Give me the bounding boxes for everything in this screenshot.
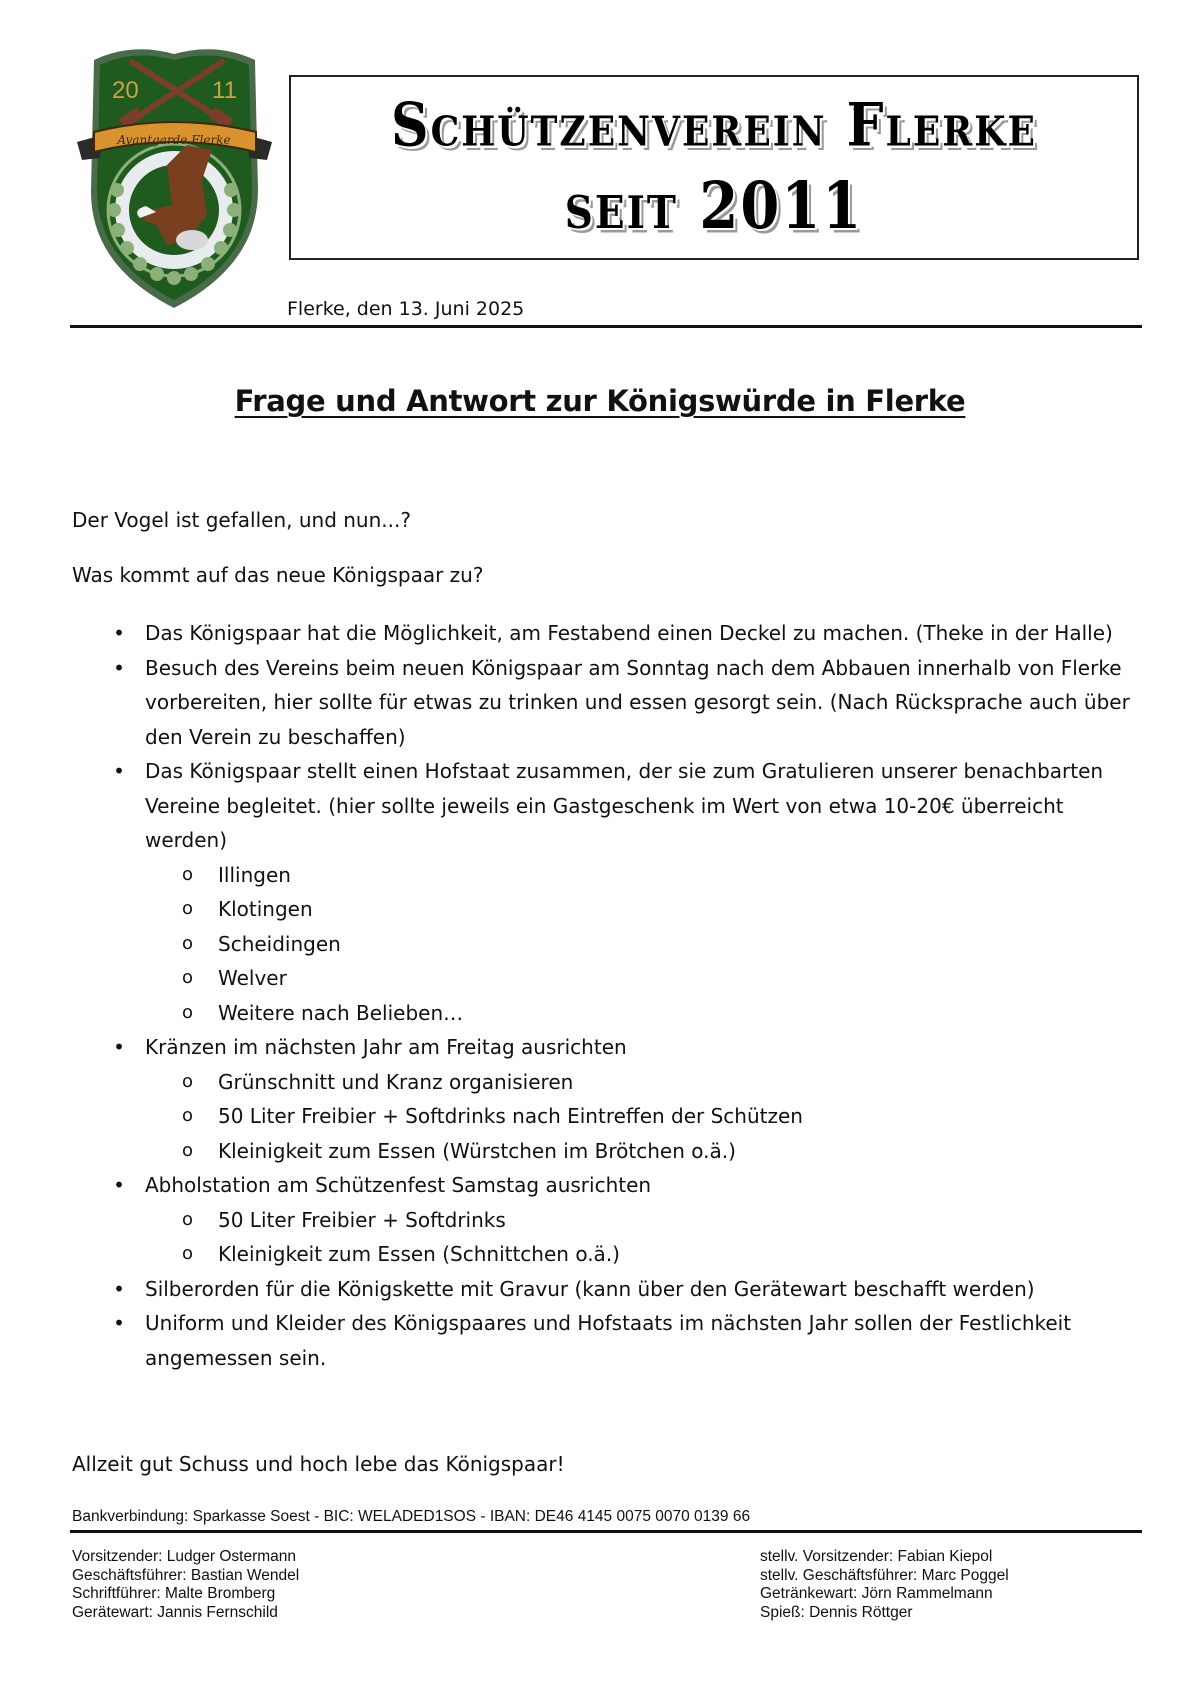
officer-spiess: Spieß: Dennis Röttger [760,1603,913,1621]
bullet-icon: • [113,1276,125,1301]
sub-list-item [72,858,1142,893]
list-item-text: Uniform und Kleider des Königspaares und Hofstaats im nächsten Jahr sollen der Festlichkeit angemessen sein. [145,1311,1072,1370]
bank-details: Bankverbindung: Sparkasse Soest - BIC: WELADED1SOS - IBAN: DE46 4145 0075 0070 0139 66 [72,1508,751,1525]
svg-text:20: 20 [112,77,139,104]
circle-bullet-icon: o [182,1243,194,1264]
circle-bullet-icon: o [182,863,194,885]
sub-item-text: 50 Liter Freibier + Softdrinks [218,1207,506,1232]
officer-beverage-manager: Getränkewart: Jörn Rammelmann [760,1585,993,1602]
list-item-text: Kränzen im nächsten Jahr am Freitag ausrichten [145,1035,627,1059]
document-date: Flerke, den 13. Juni 2025 [287,298,525,320]
footer-divider [70,1530,1142,1533]
officer-chairman: Vorsitzender: Ludger Ostermann [72,1548,297,1565]
sub-list-item [72,996,1142,1031]
sub-list-item [72,892,1142,927]
list-item-text: Abholstation am Schützenfest Samstag ausrichten [145,1173,652,1197]
sub-item-text: Kleinigkeit zum Essen (Schnittchen o.ä.) [218,1242,620,1266]
sub-item-text: Klotingen [218,897,313,921]
sub-list [145,1203,1142,1272]
club-title-box [289,75,1139,260]
heading-text: Frage und Antwort zur Königswürde in Flerke [234,384,966,418]
list-item [72,651,1142,755]
club-founded: seit 2011 [564,168,864,245]
sub-item-text: Kleinigkeit zum Essen (Würstchen im Brötchen o.ä.) [218,1138,736,1163]
sub-list-item [72,961,1142,996]
club-name: Schützenverein Flerke [391,90,1037,161]
header-divider [70,325,1142,328]
circle-bullet-icon: o [182,967,194,988]
officer-secretary: Schriftführer: Malte Bromberg [72,1585,276,1602]
list-item [72,1168,1142,1272]
bullet-icon: • [113,1173,125,1197]
circle-bullet-icon: o [182,1208,194,1230]
list-item [72,1272,1142,1307]
officers-right-column [760,1548,1009,1622]
circle-bullet-icon: o [182,932,194,954]
sub-list-item [72,1134,1142,1169]
circle-bullet-icon: o [182,1001,194,1023]
bullet-icon: • [113,759,125,783]
intro-question-2: Was kommt auf das neue Königspaar zu? [72,563,484,587]
bullet-icon: • [113,1311,125,1335]
list-item-text: Silberorden für die Königskette mit Gravur (kann über den Gerätewart beschafft werden) [145,1276,1035,1301]
circle-bullet-icon: o [182,898,194,919]
bullet-icon: • [113,655,125,680]
intro-question-1: Der Vogel ist gefallen, und nun...? [72,508,411,532]
sub-item-text: 50 Liter Freibier + Softdrinks nach Eintreffen der Schützen [218,1104,803,1128]
list-item-text: Besuch des Vereins beim neuen Königspaar am Sonntag nach dem Abbauen innerhalb von Flerke vorbereiten, hier sollte für etwas zu trinken und essen gesorgt sein. (Nach Rücksprache auch über den Verein zu beschaffen) [145,655,1130,749]
list-item-text: Das Königspaar stellt einen Hofstaat zusammen, der sie zum Gratulieren unserer benachbarten Vereine begleitet. (hier sollte jeweils ein Gastgeschenk im Wert von etwa 10-20€ überreicht werden) [145,759,1104,852]
list-item [72,754,1142,1030]
club-logo [72,40,277,315]
sub-list-item [72,1203,1142,1238]
list-item [72,1306,1142,1375]
svg-text:Avantgarde Flerke: Avantgarde Flerke [117,133,231,147]
officer-equipment-manager: Gerätewart: Jannis Fernschild [72,1603,278,1621]
sub-item-text: Weitere nach Belieben… [218,1000,464,1025]
sub-list [145,1065,1142,1169]
sub-item-text: Illingen [218,862,291,887]
officers-left-column [72,1548,299,1622]
sub-item-text: Grünschnitt und Kranz organisieren [218,1069,574,1094]
list-item-text: Das Königspaar hat die Möglichkeit, am Festabend einen Deckel zu machen. (Theke in der Halle) [145,621,1113,645]
duties-list [72,616,1142,1375]
officer-vice-chairman: stellv. Vorsitzender: Fabian Kiepol [760,1548,993,1565]
sub-list-item [72,927,1142,962]
officer-vice-managing-director: stellv. Geschäftsführer: Marc Poggel [760,1566,1009,1584]
officer-managing-director: Geschäftsführer: Bastian Wendel [72,1566,300,1584]
sub-list [145,858,1142,1031]
circle-bullet-icon: o [182,1070,194,1092]
bullet-icon: • [113,1035,125,1059]
circle-bullet-icon: o [182,1139,194,1161]
sub-list-item [72,1237,1142,1272]
bullet-icon: • [113,621,125,645]
list-item [72,616,1142,651]
svg-text:11: 11 [212,77,237,104]
sub-item-text: Welver [218,966,287,990]
sub-item-text: Scheidingen [218,931,341,956]
circle-bullet-icon: o [182,1105,194,1126]
shield-emblem-icon [72,40,277,315]
list-item [72,1030,1142,1168]
sub-list-item [72,1065,1142,1100]
closing-line: Allzeit gut Schuss und hoch lebe das Königspaar! [72,1452,565,1476]
sub-list-item [72,1099,1142,1134]
document-heading [0,384,1200,418]
